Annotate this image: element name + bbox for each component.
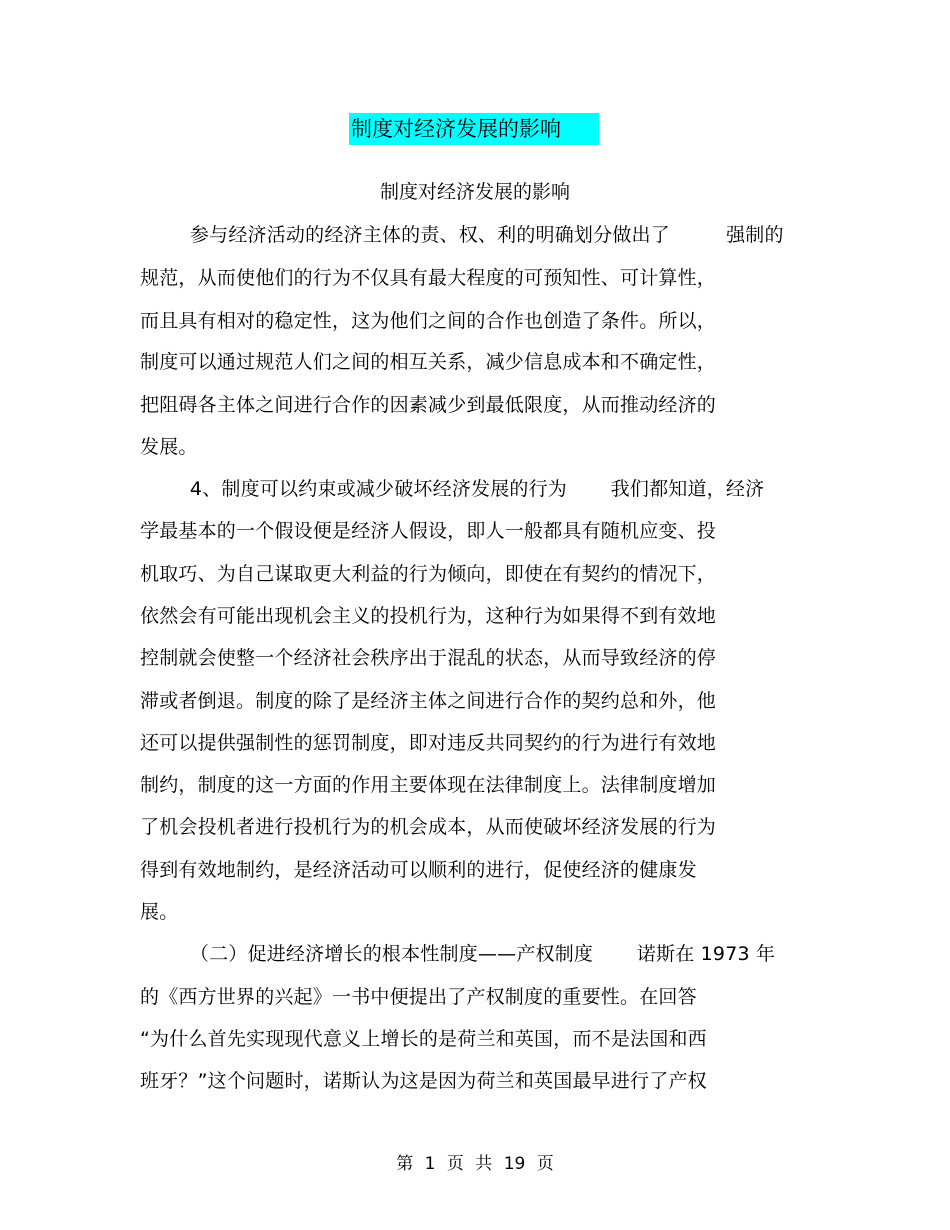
body-line: 规范，从而使他们的行为不仅具有最大程度的可预知性、可计算性， [140, 267, 717, 289]
body-line: 参与经济活动的经济主体的责、权、利的明确划分做出了 强制的 [140, 224, 784, 246]
body-line: 发展。 [140, 436, 198, 458]
body-line: 制度可以通过规范人们之间的相互关系，减少信息成本和不确定性， [140, 351, 717, 373]
body-line: 4、制度可以约束或减少破坏经济发展的行为 我们都知道，经济 [140, 478, 765, 500]
body-line: 了机会投机者进行投机行为的机会成本，从而使破坏经济发展的行为 [140, 816, 717, 838]
body-line: 依然会有可能出现机会主义的投机行为，这种行为如果得不到有效地 [140, 605, 717, 627]
body-line: 班牙？”这个问题时，诺斯认为这是因为荷兰和英国最早进行了产权 [140, 1070, 707, 1092]
body-line: 机取巧、为自己谋取更大利益的行为倾向，即使在有契约的情况下， [140, 563, 717, 585]
body-line: 得到有效地制约，是经济活动可以顺利的进行，促使经济的健康发 [140, 859, 697, 881]
body-line: 滞或者倒退。制度的除了是经济主体之间进行合作的契约总和外，他 [140, 690, 717, 712]
document-title: 制度对经济发展的影响 [349, 113, 599, 145]
body-line: “为什么首先实现现代意义上增长的是荷兰和英国，而不是法国和西 [140, 1028, 707, 1050]
body-line: 的《西方世界的兴起》一书中便提出了产权制度的重要性。在回答 [140, 986, 697, 1008]
page-number-footer: 第 1 页 共 19 页 [396, 1154, 554, 1174]
body-line: 控制就会使整一个经济社会秩序出于混乱的状态，从而导致经济的停 [140, 647, 717, 669]
document-subtitle: 制度对经济发展的影响 [379, 181, 570, 203]
body-line: 学最基本的一个假设便是经济人假设，即人一般都具有随机应变、投 [140, 520, 717, 542]
body-line: 还可以提供强制性的惩罚制度，即对违反共同契约的行为进行有效地 [140, 732, 717, 754]
body-line: 把阻碍各主体之间进行合作的因素减少到最低限度，从而推动经济的 [140, 394, 717, 416]
body-line: 展。 [140, 901, 179, 923]
body-line: 而且具有相对的稳定性，这为他们之间的合作也创造了条件。所以， [140, 310, 717, 332]
body-line: 制约，制度的这一方面的作用主要体现在法律制度上。法律制度增加 [140, 774, 717, 796]
body-line: （二）促进经济增长的根本性制度——产权制度 诺斯在 1973 年 [140, 943, 776, 965]
